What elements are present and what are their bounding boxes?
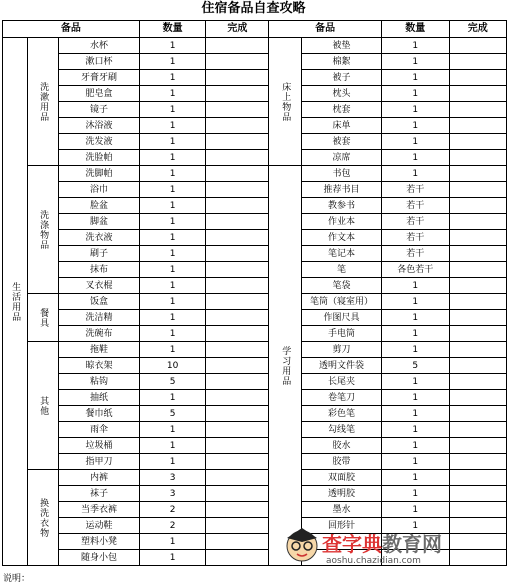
item-name: 抽纸	[59, 390, 140, 406]
item-name: 镜子	[59, 102, 140, 118]
item-qty: 1	[139, 118, 206, 134]
item-qty: 3	[139, 486, 206, 502]
table-row	[3, 358, 507, 374]
item-done-cell[interactable]	[449, 246, 506, 262]
item-qty: 10	[139, 358, 206, 374]
item-done-cell[interactable]	[206, 278, 269, 294]
item-qty: 1	[139, 182, 206, 198]
item-name: 笔筒（寝室用）	[302, 294, 382, 310]
item-name: 凉席	[302, 150, 382, 166]
item-name: 水杯	[59, 38, 140, 54]
header-row	[3, 21, 507, 38]
page-title: 住宿备品自查攻略	[201, 1, 306, 16]
category-label: 餐具	[28, 294, 59, 342]
item-name: 指甲刀	[59, 454, 140, 470]
item-done-cell[interactable]	[206, 454, 269, 470]
item-name: 剪刀	[302, 342, 382, 358]
item-done-cell[interactable]	[206, 326, 269, 342]
item-name: 洗脸帕	[59, 150, 140, 166]
item-done-cell[interactable]	[449, 502, 506, 518]
item-name: 晾衣架	[59, 358, 140, 374]
item-name: 教参书	[302, 198, 382, 214]
table-row	[3, 374, 507, 390]
item-name: 洗碗布	[59, 326, 140, 342]
item-qty: 若干	[381, 198, 449, 214]
item-qty: 1	[139, 102, 206, 118]
category-label: 学习用品	[269, 166, 302, 566]
item-qty: 1	[139, 166, 206, 182]
site-watermark	[282, 520, 494, 572]
item-name: 雨伞	[59, 422, 140, 438]
category-label: 洗涤物品	[28, 166, 59, 294]
item-qty: 若干	[381, 182, 449, 198]
item-qty: 5	[139, 406, 206, 422]
item-done-cell[interactable]	[206, 70, 269, 86]
item-qty: 1	[139, 422, 206, 438]
watermark-brand-b: 教育网	[382, 532, 442, 556]
item-done-cell[interactable]	[449, 102, 506, 118]
item-qty: 1	[381, 278, 449, 294]
table-row	[3, 262, 507, 278]
item-qty: 1	[381, 390, 449, 406]
table-row	[3, 230, 507, 246]
item-done-cell[interactable]	[449, 438, 506, 454]
item-done-cell[interactable]	[206, 342, 269, 358]
item-done-cell[interactable]	[206, 486, 269, 502]
item-name: 胶带	[302, 454, 382, 470]
item-qty: 1	[381, 102, 449, 118]
item-qty: 1	[381, 518, 449, 534]
item-name: 饭盒	[59, 294, 140, 310]
table-row	[3, 390, 507, 406]
item-done-cell[interactable]	[206, 438, 269, 454]
item-name: 袜子	[59, 486, 140, 502]
item-name: 脸盆	[59, 198, 140, 214]
table-row	[3, 38, 507, 54]
item-qty: 1	[139, 70, 206, 86]
item-qty: 2	[139, 518, 206, 534]
item-name: 手电筒	[302, 326, 382, 342]
item-done-cell[interactable]	[206, 150, 269, 166]
item-qty: 1	[381, 294, 449, 310]
table-row	[3, 278, 507, 294]
item-done-cell[interactable]	[449, 150, 506, 166]
item-name: 被垫	[302, 38, 382, 54]
watermark-url: aoshu.chazidian.com	[326, 556, 421, 566]
item-name: 枕套	[302, 102, 382, 118]
item-name: 笔	[302, 262, 382, 278]
item-done-cell[interactable]	[206, 214, 269, 230]
item-done-cell[interactable]	[206, 246, 269, 262]
item-done-cell[interactable]	[206, 422, 269, 438]
item-name: 洗脚帕	[59, 166, 140, 182]
item-name: 餐巾纸	[59, 406, 140, 422]
item-name: 脚盆	[59, 214, 140, 230]
item-name: 棉絮	[302, 54, 382, 70]
header-qty: 数量	[381, 21, 449, 38]
table-row	[3, 134, 507, 150]
item-done-cell[interactable]	[449, 54, 506, 70]
category-top-label: 生活用品	[3, 38, 28, 566]
item-qty: 1	[139, 326, 206, 342]
item-name: 彩色笔	[302, 406, 382, 422]
item-qty: 1	[139, 54, 206, 70]
item-done-cell[interactable]	[449, 454, 506, 470]
item-qty: 1	[139, 454, 206, 470]
item-name: 肥皂盒	[59, 86, 140, 102]
item-done-cell[interactable]	[449, 294, 506, 310]
item-done-cell[interactable]	[449, 86, 506, 102]
item-name: 叉衣棍	[59, 278, 140, 294]
item-name: 作图尺具	[302, 310, 382, 326]
table-row	[3, 246, 507, 262]
table-row	[3, 294, 507, 310]
item-name: 胶水	[302, 438, 382, 454]
item-done-cell[interactable]	[206, 134, 269, 150]
table-row	[3, 470, 507, 486]
item-done-cell[interactable]	[206, 198, 269, 214]
item-name: 床单	[302, 118, 382, 134]
item-qty: 1	[381, 486, 449, 502]
item-qty: 1	[139, 214, 206, 230]
item-qty: 1	[139, 278, 206, 294]
item-name: 粘钩	[59, 374, 140, 390]
item-done-cell[interactable]	[449, 374, 506, 390]
category-label: 其他	[28, 342, 59, 470]
item-qty: 1	[381, 374, 449, 390]
item-done-cell[interactable]	[449, 390, 506, 406]
item-name: 漱口杯	[59, 54, 140, 70]
item-done-cell[interactable]	[206, 230, 269, 246]
table-row	[3, 182, 507, 198]
table-row	[3, 454, 507, 470]
item-done-cell[interactable]	[206, 262, 269, 278]
item-qty: 1	[381, 470, 449, 486]
item-done-cell[interactable]	[449, 166, 506, 182]
item-done-cell[interactable]	[206, 406, 269, 422]
table-row	[3, 86, 507, 102]
item-qty: 1	[381, 86, 449, 102]
header-item: 备品	[269, 21, 382, 38]
item-qty: 1	[139, 230, 206, 246]
table-row	[3, 198, 507, 214]
table-row	[3, 150, 507, 166]
item-done-cell[interactable]	[206, 182, 269, 198]
item-done-cell[interactable]	[449, 486, 506, 502]
item-done-cell[interactable]	[206, 38, 269, 54]
item-name: 勾线笔	[302, 422, 382, 438]
item-qty: 1	[381, 70, 449, 86]
item-done-cell[interactable]	[449, 198, 506, 214]
item-name: 内裤	[59, 470, 140, 486]
item-done-cell[interactable]	[449, 406, 506, 422]
item-name: 拖鞋	[59, 342, 140, 358]
item-name: 透明文件袋	[302, 358, 382, 374]
item-name: 沐浴液	[59, 118, 140, 134]
table-row	[3, 118, 507, 134]
item-name: 洗衣液	[59, 230, 140, 246]
item-done-cell[interactable]	[206, 358, 269, 374]
item-qty: 2	[139, 502, 206, 518]
table-row	[3, 102, 507, 118]
item-qty: 1	[139, 38, 206, 54]
item-done-cell[interactable]	[449, 358, 506, 374]
item-done-cell[interactable]	[449, 118, 506, 134]
item-done-cell[interactable]	[449, 422, 506, 438]
category-label: 洗漱用品	[28, 38, 59, 166]
item-qty: 1	[139, 134, 206, 150]
item-qty: 1	[381, 502, 449, 518]
table-row	[3, 310, 507, 326]
item-name: 笔记本	[302, 246, 382, 262]
item-name: 被子	[302, 70, 382, 86]
item-name: 浴巾	[59, 182, 140, 198]
item-name: 卷笔刀	[302, 390, 382, 406]
item-name: 洗发液	[59, 134, 140, 150]
item-done-cell[interactable]	[206, 470, 269, 486]
item-done-cell[interactable]	[449, 230, 506, 246]
item-qty: 1	[381, 438, 449, 454]
mascot-icon	[284, 524, 320, 564]
item-done-cell[interactable]	[206, 54, 269, 70]
item-qty: 1	[381, 326, 449, 342]
item-qty: 1	[139, 390, 206, 406]
item-done-cell[interactable]	[206, 310, 269, 326]
item-done-cell[interactable]	[449, 134, 506, 150]
item-name: 回形针	[302, 518, 382, 534]
item-qty: 1	[139, 550, 206, 566]
item-done-cell[interactable]	[449, 262, 506, 278]
header-done: 完成	[206, 21, 269, 38]
item-name: 塑料小凳	[59, 534, 140, 550]
item-qty: 1	[381, 118, 449, 134]
item-done-cell[interactable]	[206, 518, 269, 534]
item-qty: 1	[139, 246, 206, 262]
item-qty: 1	[139, 86, 206, 102]
table-row	[3, 486, 507, 502]
item-qty: 1	[139, 342, 206, 358]
item-qty: 1	[139, 310, 206, 326]
item-done-cell[interactable]	[206, 118, 269, 134]
item-name: 牙膏牙刷	[59, 70, 140, 86]
item-qty: 1	[381, 342, 449, 358]
item-qty: 1	[381, 54, 449, 70]
item-name: 垃圾桶	[59, 438, 140, 454]
item-name: 笔袋	[302, 278, 382, 294]
item-done-cell[interactable]	[206, 374, 269, 390]
item-qty: 5	[139, 374, 206, 390]
item-name: 双面胶	[302, 470, 382, 486]
table-row	[3, 70, 507, 86]
item-qty: 1	[139, 150, 206, 166]
item-done-cell[interactable]	[206, 166, 269, 182]
item-name: 随身小包	[59, 550, 140, 566]
table-row	[3, 342, 507, 358]
item-done-cell[interactable]	[206, 550, 269, 566]
item-name: 洗洁精	[59, 310, 140, 326]
header-done: 完成	[449, 21, 506, 38]
item-qty: 1	[381, 166, 449, 182]
item-name: 推荐书目	[302, 182, 382, 198]
item-qty: 1	[139, 198, 206, 214]
item-done-cell[interactable]	[449, 214, 506, 230]
item-done-cell[interactable]	[206, 294, 269, 310]
item-qty: 1	[139, 438, 206, 454]
category-label: 床上物品	[269, 38, 302, 166]
item-name: 被套	[302, 134, 382, 150]
item-qty: 1	[381, 38, 449, 54]
item-name: 墨水	[302, 502, 382, 518]
item-qty: 若干	[381, 230, 449, 246]
item-name: 作业本	[302, 214, 382, 230]
item-name: 作文本	[302, 230, 382, 246]
table-row	[3, 406, 507, 422]
item-name: 透明胶	[302, 486, 382, 502]
item-qty: 1	[139, 294, 206, 310]
item-qty: 1	[381, 310, 449, 326]
item-done-cell[interactable]	[449, 38, 506, 54]
item-qty: 若干	[381, 214, 449, 230]
item-done-cell[interactable]	[449, 70, 506, 86]
item-qty: 5	[381, 358, 449, 374]
item-done-cell[interactable]	[206, 390, 269, 406]
item-done-cell[interactable]	[449, 470, 506, 486]
item-name: 运动鞋	[59, 518, 140, 534]
item-name: 枕头	[302, 86, 382, 102]
table-row	[3, 502, 507, 518]
item-qty: 1	[381, 422, 449, 438]
table-row	[3, 54, 507, 70]
table-row	[3, 326, 507, 342]
item-qty: 各色若干	[381, 262, 449, 278]
item-qty: 1	[381, 406, 449, 422]
checklist-table	[2, 20, 507, 566]
item-qty: 1	[381, 134, 449, 150]
item-name: 抹布	[59, 262, 140, 278]
item-name: 书包	[302, 166, 382, 182]
item-done-cell[interactable]	[206, 86, 269, 102]
table-row	[3, 422, 507, 438]
category-label: 换洗衣物	[28, 470, 59, 566]
item-done-cell[interactable]	[206, 502, 269, 518]
header-qty: 数量	[139, 21, 206, 38]
item-done-cell[interactable]	[449, 310, 506, 326]
item-done-cell[interactable]	[449, 326, 506, 342]
notes-label: 说明：	[3, 574, 31, 584]
table-row	[3, 214, 507, 230]
item-qty: 1	[381, 454, 449, 470]
table-row	[3, 438, 507, 454]
item-qty: 若干	[381, 246, 449, 262]
item-done-cell[interactable]	[206, 534, 269, 550]
item-done-cell[interactable]	[449, 182, 506, 198]
item-qty: 1	[139, 534, 206, 550]
item-qty: 1	[381, 150, 449, 166]
item-done-cell[interactable]	[206, 102, 269, 118]
table-row	[3, 166, 507, 182]
header-item: 备品	[3, 21, 140, 38]
item-qty: 3	[139, 470, 206, 486]
item-done-cell[interactable]	[449, 278, 506, 294]
watermark-brand-a: 查字典	[322, 532, 382, 556]
item-qty: 1	[139, 262, 206, 278]
item-name: 刷子	[59, 246, 140, 262]
item-name: 长尾夹	[302, 374, 382, 390]
item-name: 当季衣裤	[59, 502, 140, 518]
item-done-cell[interactable]	[449, 342, 506, 358]
